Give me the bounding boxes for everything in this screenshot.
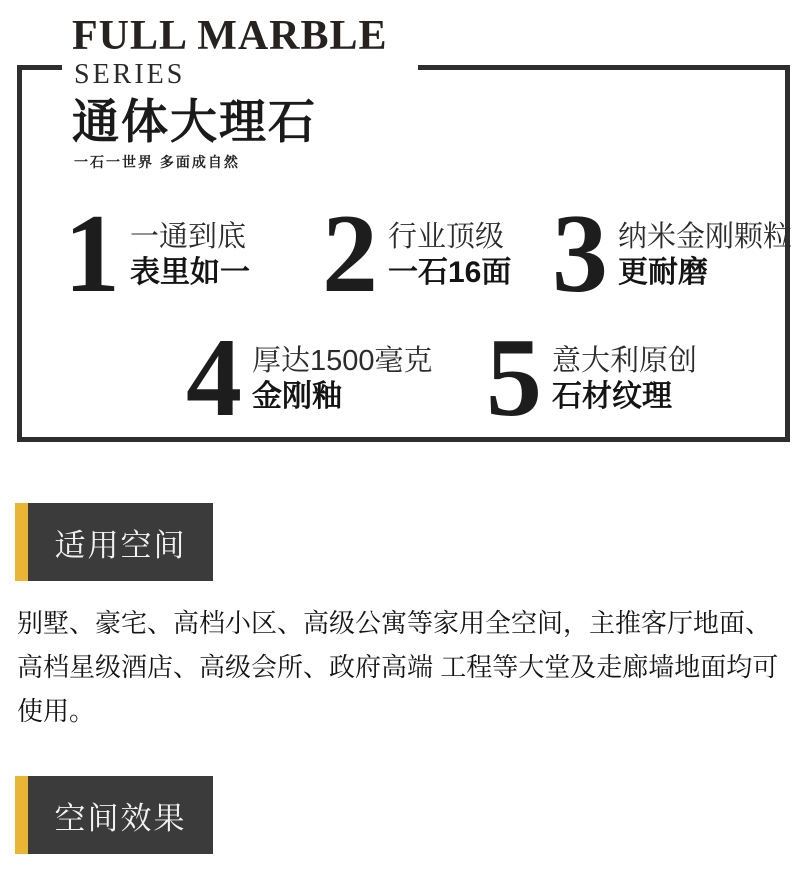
feature-item-4 bbox=[186, 316, 433, 440]
brand-series: SERIES bbox=[74, 59, 186, 90]
usage-description bbox=[17, 601, 778, 733]
feature-item-3 bbox=[552, 192, 793, 316]
header-title-block bbox=[62, 0, 418, 176]
feature-line1: 行业顶级 bbox=[388, 221, 505, 253]
feature-number: 3 bbox=[552, 192, 608, 316]
section-label-usage bbox=[15, 503, 213, 581]
feature-text bbox=[618, 213, 792, 296]
section-label-usage-text: 适用空间 bbox=[28, 503, 213, 581]
product-title: 通体大理石 bbox=[72, 95, 317, 148]
feature-line1: 纳米金刚颗粒 bbox=[618, 221, 793, 253]
brand-title: FULL MARBLE bbox=[72, 13, 388, 59]
feature-text bbox=[252, 337, 433, 420]
feature-line1: 厚达1500毫克 bbox=[252, 345, 433, 377]
feature-item-5 bbox=[486, 316, 698, 440]
paragraph-line-2: 高档星级酒店、高级会所、政府高端 工程等大堂及走廊墙地面均可 bbox=[17, 652, 779, 682]
accent-bar bbox=[15, 503, 28, 581]
feature-line1: 一通到底 bbox=[130, 221, 247, 253]
feature-text bbox=[552, 337, 697, 420]
paragraph-line-1: 别墅、豪宅、高档小区、高级公寓等家用全空间，主推客厅地面、 bbox=[17, 608, 772, 638]
feature-item-2 bbox=[322, 192, 512, 316]
feature-line2: 表里如一 bbox=[130, 256, 250, 289]
feature-number: 5 bbox=[486, 316, 542, 440]
section-label-effect bbox=[15, 776, 213, 854]
feature-text bbox=[130, 213, 250, 296]
product-tagline: 一石一世界 多面成自然 bbox=[74, 154, 240, 170]
feature-text bbox=[388, 213, 511, 296]
feature-line1: 意大利原创 bbox=[552, 345, 698, 377]
feature-line2: 金刚釉 bbox=[252, 380, 342, 413]
feature-line2: 一石16面 bbox=[388, 256, 512, 289]
accent-bar bbox=[15, 776, 28, 854]
feature-line2: 石材纹理 bbox=[552, 380, 672, 413]
feature-item-1 bbox=[64, 192, 250, 316]
feature-number: 4 bbox=[186, 316, 242, 440]
feature-number: 2 bbox=[322, 192, 378, 316]
feature-line2: 更耐磨 bbox=[618, 256, 708, 289]
paragraph-line-3: 使用。 bbox=[17, 696, 96, 726]
feature-number: 1 bbox=[64, 192, 120, 316]
section-label-effect-text: 空间效果 bbox=[28, 776, 213, 854]
